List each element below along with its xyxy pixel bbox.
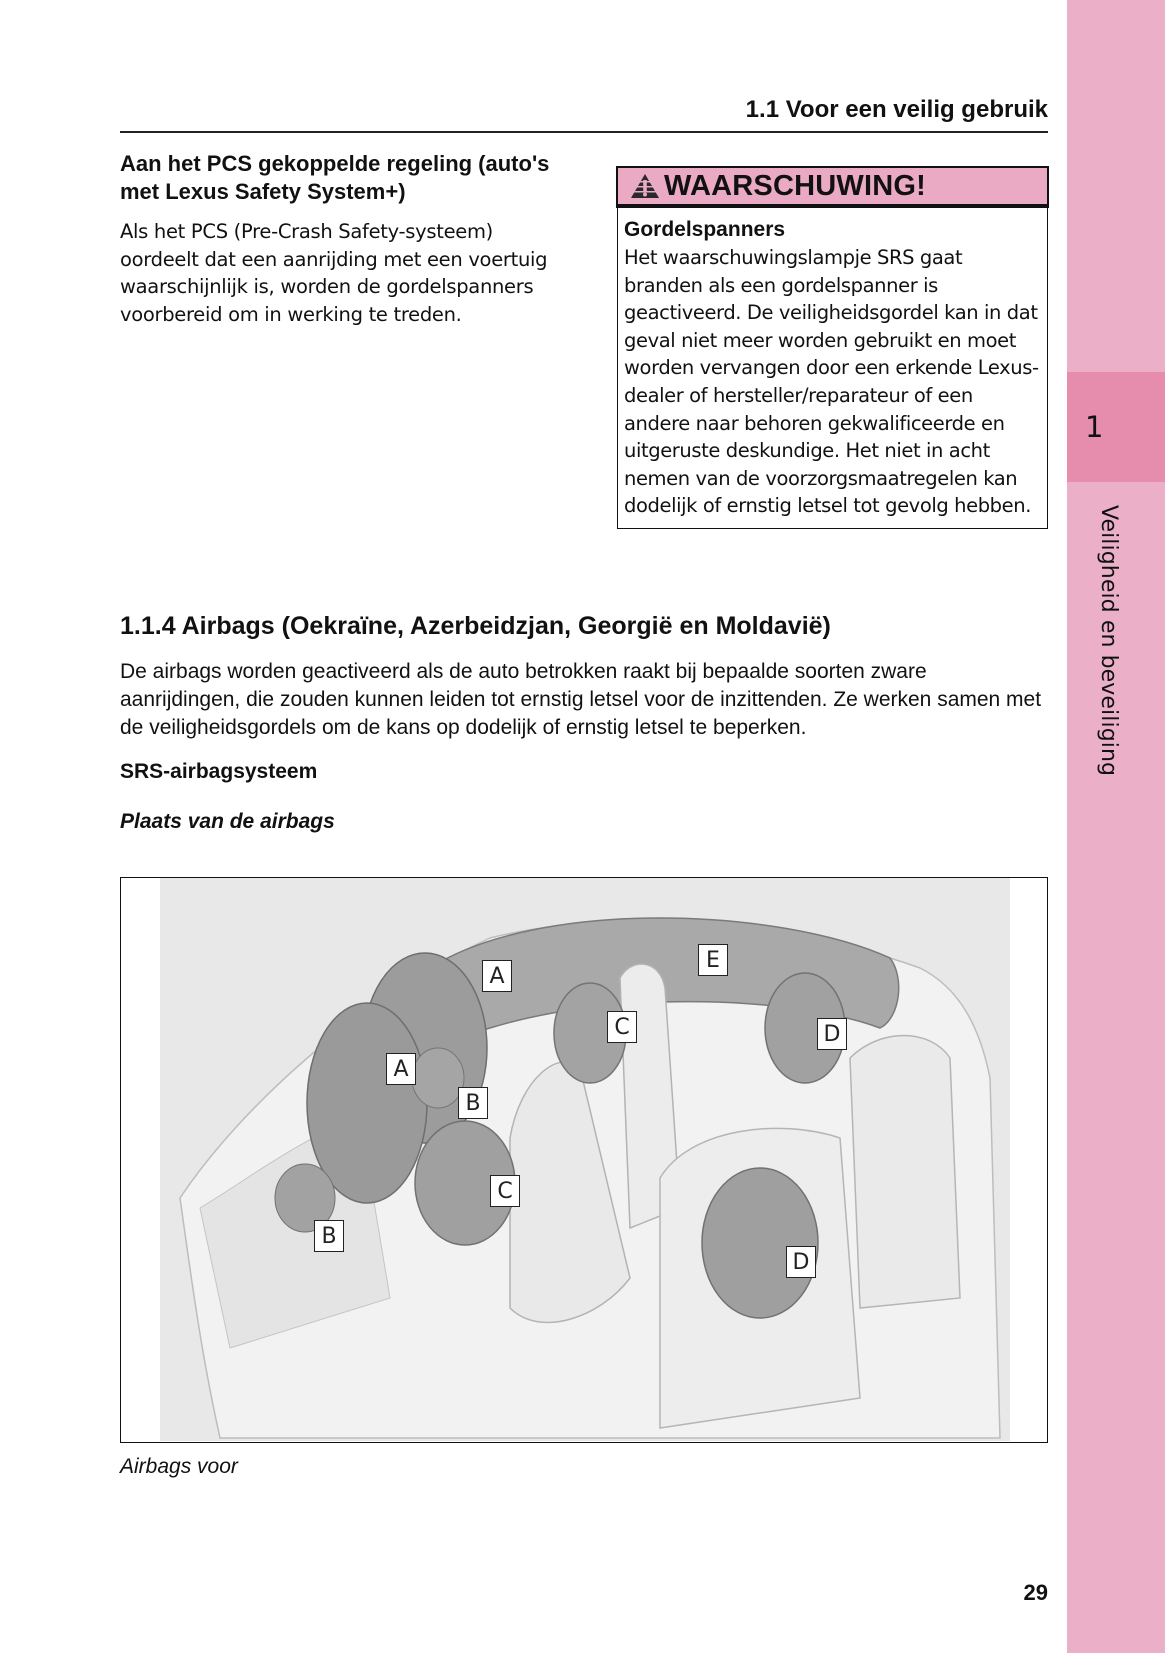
chapter-label <box>1087 505 1123 795</box>
warning-triangle-icon <box>630 173 660 199</box>
header-divider <box>120 131 1048 133</box>
callout-a-driver: A <box>386 1053 416 1085</box>
warning-box <box>617 167 1048 529</box>
warning-body <box>618 206 1047 528</box>
running-head: 1.1 Voor een veilig gebruik <box>745 96 1048 123</box>
srs-heading: SRS-airbagsysteem <box>120 760 318 783</box>
warning-header <box>618 168 1047 206</box>
callout-d-rear-right: D <box>817 1018 847 1050</box>
figure-title: Plaats van de airbags <box>120 810 335 833</box>
pcs-subheading: Aan het PCS gekoppelde regeling (auto's met Lexus Safety System+) <box>120 151 550 204</box>
chapter-number: 1 <box>1085 410 1104 444</box>
airbag-figure <box>120 877 1048 1443</box>
section-body: De airbags worden geactiveerd als de auto betrokken raakt bij bepaalde soorten zware aanrijdingen, die zouden kunnen leiden tot ernstig letsel voor de inzittenden. Ze werken samen met de veiligheidsgordels om de kans op dodelijk of ernstig letsel te beperken. <box>120 660 1042 739</box>
callout-a-passenger: A <box>482 960 512 992</box>
warning-subheading: Gordelspanners <box>624 218 786 241</box>
warning-title: WAARSCHUWING! <box>664 169 926 202</box>
car-interior-drawing <box>160 878 1010 1441</box>
chapter-tab-active[interactable] <box>1067 372 1165 482</box>
callout-d-rear-left: D <box>786 1246 816 1278</box>
figure-caption: Airbags voor <box>120 1455 238 1478</box>
callout-c-driver-side: C <box>490 1175 520 1207</box>
pcs-section <box>120 150 560 328</box>
callout-e-curtain: E <box>698 944 728 976</box>
callout-b-driver-knee: B <box>314 1220 344 1252</box>
callout-c-passenger-side: C <box>607 1011 637 1043</box>
callout-b-passenger-knee: B <box>458 1087 488 1119</box>
chapter-sidebar <box>1067 0 1165 1653</box>
pcs-body: Als het PCS (Pre-Crash Safety-systeem) oordeelt dat een aanrijding met een voertuig waarschijnlijk is, worden de gordelspanners voorbereid om in werking te treden. <box>120 220 548 326</box>
page-number: 29 <box>1023 1580 1048 1605</box>
car-interior-illustration <box>160 878 1010 1441</box>
chapter-label-text: Veiligheid en beveiliging <box>1096 505 1121 777</box>
warning-text: Het waarschuwingslampje SRS gaat branden als een gordelspanner is geactiveerd. De veiligheidsgordel kan in dat geval niet meer worden gebruikt en moet worden vervangen door een erkende Lexus-dealer of hersteller/reparateur of een andere naar behoren gekwalificeerde en uitgeruste deskundige. Het niet in acht nemen van de voorzorgsmaatregelen kan dodelijk of ernstig letsel tot gevolg hebben. <box>624 246 1039 518</box>
section-title: 1.1.4 Airbags (Oekraïne, Azerbeidzjan, Georgië en Moldavië) <box>120 612 831 640</box>
